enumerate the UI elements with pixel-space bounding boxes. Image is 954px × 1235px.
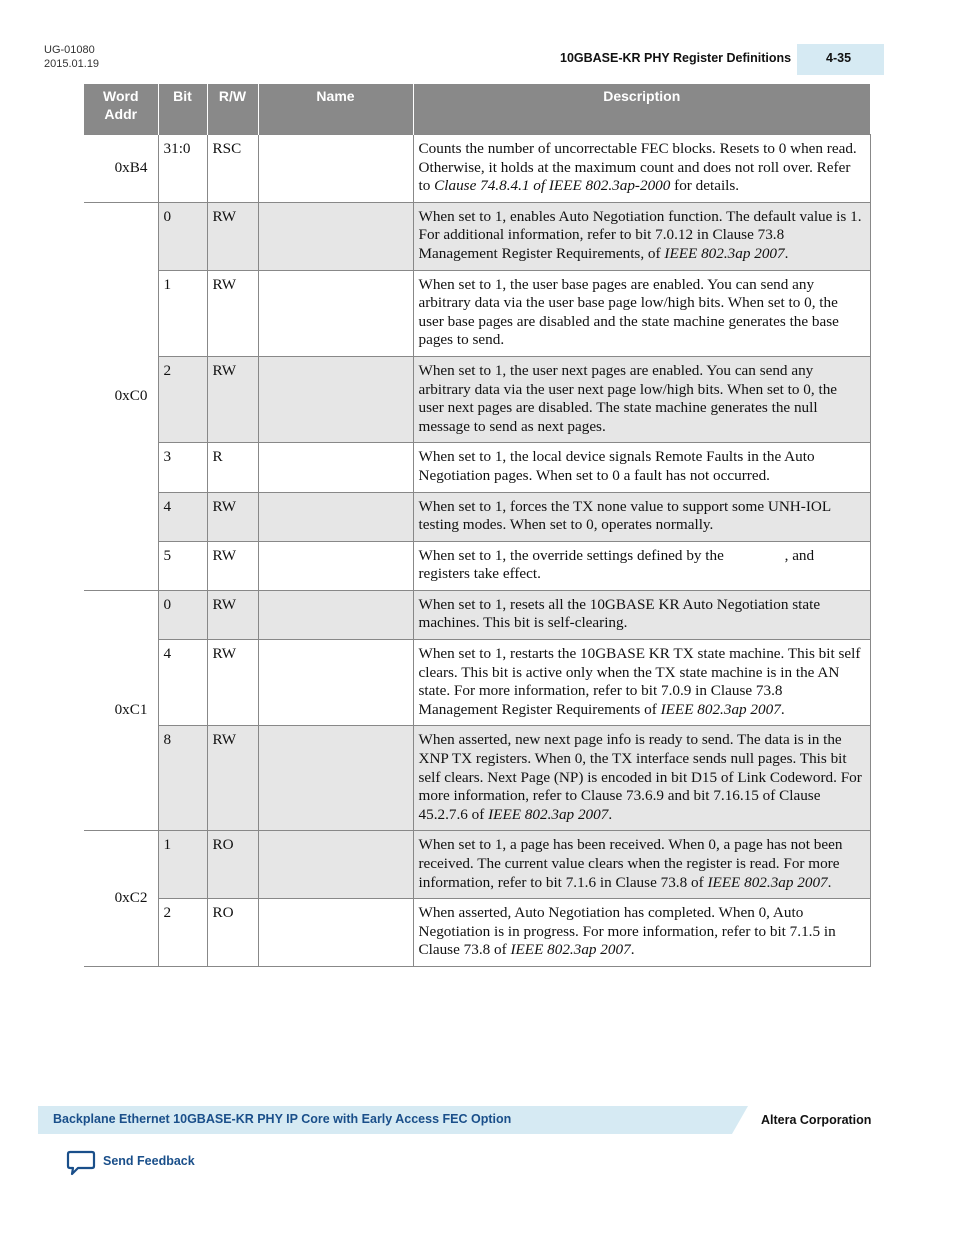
table-row (84, 541, 870, 590)
word-addr-cell: 0xB4 (84, 135, 158, 203)
word-addr-cell: 0xC0 (84, 202, 158, 590)
table-row (84, 135, 870, 203)
rw-cell: RSC (207, 135, 258, 203)
name-cell (258, 831, 413, 899)
description-cell (413, 899, 870, 967)
col-header-word-addr: Word Addr (84, 84, 158, 135)
description-text: When asserted, new next page info is ready to send. The data is in the XNP TX registers. When 0, the TX interface sends null pages. This bit self clears. Next Page (NP) is encoded in bit D15 of Link Codeword. For more information, refer to Clause 73.6.9 and bit 7.16.15 of Clause 45.2.7.6 of (418, 731, 866, 823)
bit-cell: 5 (158, 541, 207, 590)
description-reference: IEEE 802.3ap 2007 (510, 941, 631, 959)
description-cell (413, 356, 870, 442)
description-reference: Clause 74.8.4.1 of IEEE 802.3ap-2000 (434, 177, 671, 195)
bit-cell: 3 (158, 443, 207, 492)
rw-cell: RW (207, 270, 258, 356)
bit-cell: 1 (158, 831, 207, 899)
section-title: 10GBASE-KR PHY Register Definitions (560, 51, 792, 65)
bit-cell: 2 (158, 356, 207, 442)
description-text: Counts the number of uncorrectable FEC blocks. Resets to 0 when read. Otherwise, it holds at the maximum count and does not roll over. Refer to (418, 140, 861, 195)
bit-cell: 8 (158, 726, 207, 831)
table-header-row (84, 84, 870, 135)
rw-cell: RW (207, 726, 258, 831)
doc-id (44, 43, 99, 71)
speech-bubble-icon (66, 1150, 96, 1181)
table-row (84, 443, 870, 492)
word-addr-cell: 0xC2 (84, 831, 158, 967)
description-cell (413, 541, 887, 590)
word-addr-cell: 0xC1 (84, 590, 158, 831)
description-cell (413, 270, 870, 356)
footer-band (38, 1106, 748, 1134)
name-cell (258, 590, 413, 639)
name-cell (258, 640, 413, 726)
description-reference: IEEE 802.3ap 2007 (707, 873, 828, 891)
description-cell (413, 492, 870, 541)
description-reference: IEEE 802.3ap 2007 (488, 805, 609, 823)
col-header-bit: Bit (158, 84, 207, 135)
name-cell (258, 443, 413, 492)
description-cell (413, 202, 870, 270)
description-tail: . (630, 941, 635, 959)
name-cell (258, 492, 413, 541)
description-text: When set to 1, the user next pages are enabled. You can send any arbitrary data via the user next page low/high bits. When set to 0, the user next pages are disabled. The state machine generates the null message to send as next pages. (418, 361, 841, 435)
doc-date: 2015.01.19 (44, 58, 100, 70)
table-row (84, 899, 870, 967)
rw-cell: RW (207, 356, 258, 442)
col-header-rw: R/W (207, 84, 258, 135)
table-row (84, 356, 870, 442)
rw-cell: RW (207, 640, 258, 726)
bit-cell: 2 (158, 899, 207, 967)
bit-cell: 4 (158, 640, 207, 726)
table-row (84, 831, 870, 899)
description-text: When set to 1, restarts the 10GBASE KR TX state machine. This bit self clears. This bit is active only when the TX state machine is in the AN state. For more information, refer to bit 7.0.9 in Clause 73.8 Management Register Requirements of (418, 645, 865, 718)
description-text: When set to 1, resets all the 10GBASE KR Auto Negotiation state machines. This bit is self-clearing. (418, 595, 824, 632)
footer-company: Altera Corporation (761, 1113, 872, 1127)
description-reference: IEEE 802.3ap 2007 (664, 244, 785, 262)
description-text: When set to 1, enables Auto Negotiation function. The default value is 1. For additional information, refer to bit 7.0.12 in Clause 73.8 Management Register Requirements, of (418, 207, 866, 262)
description-text: When set to 1, the local device signals Remote Faults in the Auto Negotiation pages. When set to 0 a fault has not occurred. (418, 448, 819, 484)
table-row (84, 202, 870, 270)
rw-cell: RW (207, 541, 258, 590)
description-tail: . (827, 873, 832, 891)
name-cell (258, 899, 413, 967)
bit-cell: 0 (158, 202, 207, 270)
description-tail: . (608, 805, 613, 823)
register-table (84, 84, 887, 967)
description-cell (413, 726, 870, 831)
description-text: When set to 1, the user base pages are enabled. You can send any arbitrary data via the user base page low/high bits. When set to 0, the user base pages are disabled and the state machine generates the base pages to send. (418, 275, 843, 349)
name-cell (258, 541, 413, 590)
description-text: When set to 1, forces the TX none value to support some UNH-IOL testing modes. When set to 0, operates normally. (418, 497, 835, 534)
table-row (84, 640, 870, 726)
col-header-name: Name (258, 84, 413, 135)
rw-cell: RW (207, 492, 258, 541)
description-tail: . (780, 700, 785, 718)
description-reference: IEEE 802.3ap 2007 (660, 700, 781, 718)
description-cell (413, 443, 870, 492)
rw-cell: RO (207, 831, 258, 899)
rw-cell: RW (207, 202, 258, 270)
description-text: When set to 1, a page has been received. When 0, a page has not been received. The current value clears when the register is read. For more information, refer to bit 7.1.6 in Clause 73.8 of (418, 836, 847, 891)
name-cell (258, 356, 413, 442)
description-text: When asserted, Auto Negotiation has completed. When 0, Auto Negotiation is in progress. For more information, refer to bit 7.1.5 in Clause 73.8 of (418, 904, 840, 959)
rw-cell: RO (207, 899, 258, 967)
bit-cell: 31:0 (158, 135, 207, 203)
table-row (84, 726, 870, 831)
col-header-description: Description (413, 84, 870, 135)
footer-book-title: Backplane Ethernet 10GBASE-KR PHY IP Core with Early Access FEC Option (53, 1112, 512, 1126)
description-tail: for details. (670, 177, 740, 195)
name-cell (258, 202, 413, 270)
bit-cell: 4 (158, 492, 207, 541)
register-table-body (84, 135, 887, 967)
name-cell (258, 726, 413, 831)
name-cell (258, 270, 413, 356)
description-cell (413, 831, 870, 899)
table-row (84, 492, 870, 541)
rw-cell: R (207, 443, 258, 492)
bit-cell: 0 (158, 590, 207, 639)
description-cell (413, 135, 870, 203)
send-feedback-label[interactable]: Send Feedback (103, 1154, 195, 1168)
name-cell (258, 135, 413, 203)
description-cell (413, 590, 870, 639)
page-number: 4-35 (826, 51, 852, 65)
bit-cell: 1 (158, 270, 207, 356)
description-tail: . (784, 244, 789, 262)
rw-cell: RW (207, 590, 258, 639)
table-row (84, 590, 870, 639)
page-number-box (797, 44, 884, 75)
doc-number: UG-01080 (44, 44, 95, 56)
table-row (84, 270, 870, 356)
description-cell (413, 640, 870, 726)
description-text: When set to 1, the override settings defined by the , and registers take effect. (418, 546, 887, 583)
